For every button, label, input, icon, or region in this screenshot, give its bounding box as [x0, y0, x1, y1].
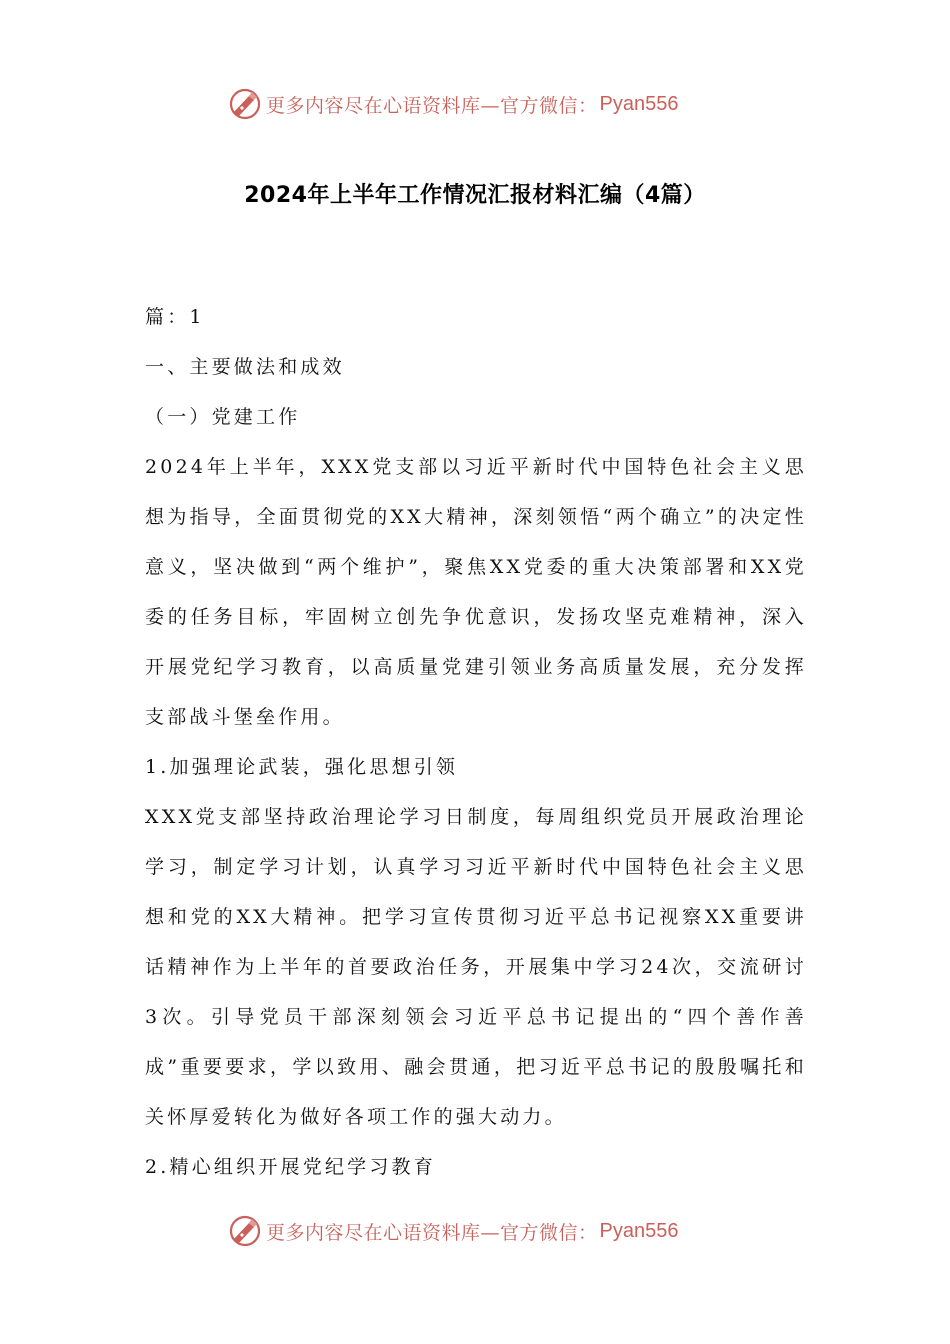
document-body — [145, 292, 807, 1192]
footer-watermark-banner — [228, 1211, 678, 1251]
subsection-heading: （一）党建工作 — [145, 406, 301, 428]
item-heading-2: 2.精心组织开展党纪学习教育 — [145, 1156, 436, 1178]
banner-wechat-id: Pyan556 — [599, 1219, 679, 1242]
pen-logo-icon — [228, 87, 262, 121]
paragraph-theory-study: XXX党支部坚持政治理论学习日制度，每周组织党员开展政治理论学习，制定学习计划，认真学习习近平新时代中国特色社会主义思想和党的XX大精神。把学习宣传贯彻习近平总书记视察XX重要讲话精神作为上半年的首要政治任务，开展集中学习24次，交流研讨3次。引导党员干部深刻领会习近平总书记提出的“四个善作善成”重要要求，学以致用、融会贯通，把习近平总书记的殷殷嘱托和关怀厚爱转化为做好各项工作的强大动力。 — [145, 806, 807, 1128]
header-watermark-banner — [228, 84, 678, 124]
part-label: 篇：1 — [145, 306, 205, 328]
paragraph-party-building: 2024年上半年，XXX党支部以习近平新时代中国特色社会主义思想为指导，全面贯彻党的XX大精神，深刻领悟“两个确立”的决定性意义，坚决做到“两个维护”，聚焦XX党委的重大决策部署和XX党委的任务目标，牢固树立创先争优意识，发扬攻坚克难精神，深入开展党纪学习教育，以高质量党建引领业务高质量发展，充分发挥支部战斗堡垒作用。 — [145, 456, 807, 728]
banner-text: 更多内容尽在心语资料库—官方微信： — [266, 94, 598, 117]
item-heading-1: 1.加强理论武装，强化思想引领 — [145, 756, 459, 778]
banner-wechat-id: Pyan556 — [599, 92, 679, 115]
banner-text: 更多内容尽在心语资料库—官方微信： — [266, 1221, 598, 1244]
pen-logo-icon — [228, 1214, 262, 1248]
document-title: 2024年上半年工作情况汇报材料汇编（4篇） — [244, 183, 706, 208]
section-heading: 一、主要做法和成效 — [145, 356, 345, 378]
